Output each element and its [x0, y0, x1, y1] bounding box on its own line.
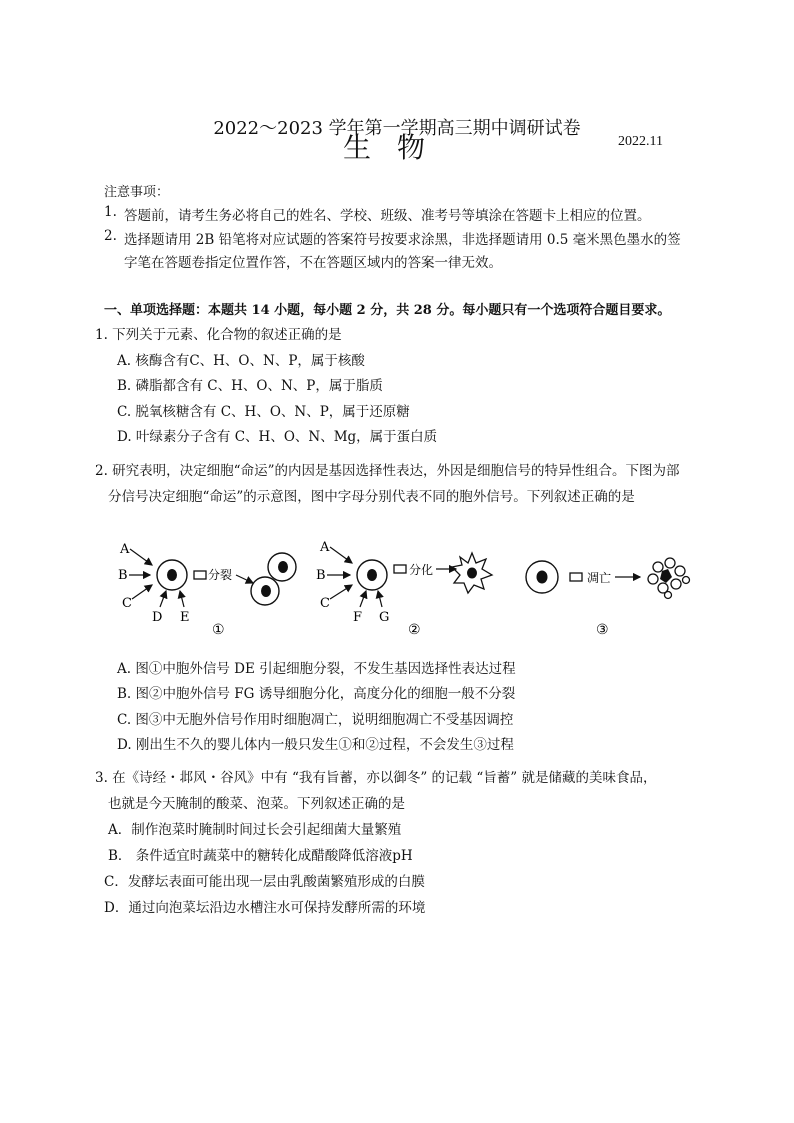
q1-option-b: B. 磷脂都含有 C、H、O、N、P，属于脂质: [117, 378, 383, 394]
panel-label-3: ③: [596, 622, 609, 638]
figure-panel-3: [526, 558, 690, 638]
section-heading: 一、单项选择题：本题共 14 小题，每小题 2 分，共 28 分。每小题只有一个选项符合题目要求。: [104, 303, 671, 318]
signal-e-label: E: [180, 610, 190, 625]
notice-item-1: 答题前，请考生务必将自己的姓名、学校、班级、准考号等填涂在答题卡上相应的位置。: [124, 208, 651, 224]
q3-stem-cont: 也就是今天腌制的酸菜、泡菜。下列叙述正确的是: [108, 796, 405, 812]
notice-item-2: 选择题请用 2B 铅笔将对应试题的答案符号按要求涂黑，非选择题请用 0.5 毫米黑色墨水的签: [124, 232, 681, 248]
signal-b-label: B: [316, 568, 326, 583]
process-division-label: 分裂: [208, 568, 233, 582]
q2-option-a: A. 图①中胞外信号 DE 引起细胞分裂，不发生基因选择性表达过程: [117, 661, 516, 677]
subject-title: 生物: [343, 131, 452, 164]
exam-date: 2022.11: [618, 134, 663, 149]
signal-d-label: D: [152, 610, 163, 625]
signal-c-label: C: [122, 596, 132, 611]
q3-option-a: A．制作泡菜时腌制时间过长会引起细菌大量繁殖: [108, 822, 402, 838]
process-apoptosis-label: 凋亡: [587, 571, 612, 585]
q1-option-c: C. 脱氧核糖含有 C、H、O、N、P，属于还原糖: [117, 404, 410, 420]
signal-b-label: B: [118, 568, 128, 583]
signal-a-label: A: [320, 540, 330, 555]
signal-c-label: C: [320, 596, 330, 611]
process-differentiation-label: 分化: [409, 563, 434, 577]
notice-item-2-cont: 字笔在答题卷指定位置作答，不在答题区域内的答案一律无效。: [124, 255, 502, 271]
figure-panel-2: [316, 540, 492, 638]
cell-fate-figure: [110, 533, 710, 645]
q1-option-d: D. 叶绿素分子含有 C、H、O、N、Mg，属于蛋白质: [117, 429, 438, 445]
q2-stem-cont: 分信号决定细胞“命运”的示意图，图中字母分别代表不同的胞外信号。下列叙述正确的是: [108, 489, 635, 505]
q2-stem: 2. 研究表明，决定细胞“命运”的内因是基因选择性表达，外因是细胞信号的特异性组合。下图为部: [95, 463, 680, 479]
signal-g-label: G: [379, 610, 390, 625]
panel-label-1: ①: [212, 622, 225, 638]
q1-stem: 1. 下列关于元素、化合物的叙述正确的是: [95, 327, 342, 343]
q3-stem: 3. 在《诗经・邶风・谷风》中有 “我有旨蓄，亦以御冬” 的记载 “旨蓄” 就是储藏的美味食品，: [95, 770, 657, 786]
notice-item-1-num: 1.: [104, 204, 117, 220]
q2-option-d: D. 刚出生不久的婴儿体内一般只发生①和②过程，不会发生③过程: [117, 737, 514, 753]
q2-option-b: B. 图②中胞外信号 FG 诱导细胞分化，高度分化的细胞一般不分裂: [117, 686, 516, 702]
signal-f-label: F: [353, 610, 363, 625]
notice-item-2-num: 2.: [104, 228, 117, 244]
q2-option-c: C. 图③中无胞外信号作用时细胞凋亡，说明细胞凋亡不受基因调控: [117, 712, 514, 728]
panel-label-2: ②: [408, 622, 421, 638]
exam-title: 2022～2023 学年第一学期高三期中调研试卷: [213, 118, 581, 139]
notice-heading: 注意事项：: [104, 185, 170, 200]
q3-option-c: C．发酵坛表面可能出现一层由乳酸菌繁殖形成的白膜: [104, 874, 425, 890]
q1-option-a: A. 核酶含有C、H、O、N、P，属于核酸: [117, 353, 365, 369]
q3-option-d: D．通过向泡菜坛沿边水槽注水可保持发酵所需的环境: [104, 900, 426, 916]
figure-panel-1: [118, 542, 296, 638]
signal-a-label: A: [120, 542, 130, 557]
q3-option-b: B． 条件适宜时蔬菜中的糖转化成醋酸降低溶液pH: [108, 848, 413, 864]
